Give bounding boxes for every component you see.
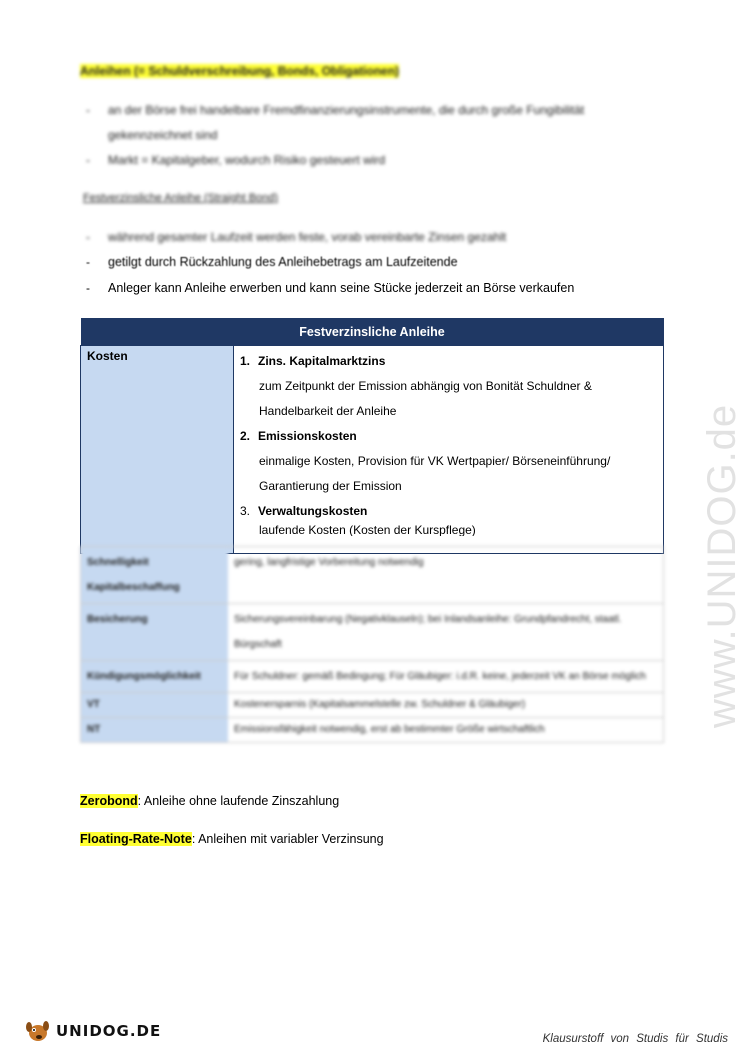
note-zerobond: Zerobond: Anleihe ohne laufende Zinszahlung [80,794,340,808]
subheading: Festverzinsliche Anleihe (Straight Bond) [83,192,279,204]
row-value: Kostenersparnis (Kapitalsammelstelle zw. Schuldner & Gläubiger) [234,699,526,710]
kosten-label: Kosten [81,346,234,554]
row-value: Sicherungsvereinbarung (Negativklauseln); bei Inlandsanleihe: Grundpfandrecht, staatl. Bürgschaft [234,614,622,650]
table-header: Festverzinsliche Anleihe [81,318,664,346]
dog-icon [24,1018,52,1044]
footer-tagline: Klausurstoff von Studis für Studis [542,1033,728,1045]
row-label: Besicherung [81,604,228,660]
table-blurred-rows [80,546,664,743]
watermark: www.UNIDOG.de [700,403,744,728]
kosten-list: 1. Zins. Kapitalmarktzins zum Zeitpunkt der Emission abhängig von Bonität Schuldner & Handelbarkeit der Anleihe 2. Emissionskosten einmalige Kosten, Provision für VK Wertpapier/ Börseneinführung/ Garantierung der Emission 3. Verwaltungskosten laufende Kosten (Kosten der Kurspflege) [234,346,664,554]
logo-text: UNIDOG.DE [56,1022,162,1040]
unidog-logo [24,1018,161,1044]
section-heading: Anleihen (= Schuldverschreibung, Bonds, Obligationen) [80,64,400,78]
row-label: VT [81,693,228,717]
note-floating-rate: Floating-Rate-Note: Anleihen mit variabler Verzinsung [80,832,384,846]
row-value: Für Schuldner: gemäß Bedingung; Für Gläubiger: i.d.R. keine, jederzeit VK an Börse möglich [234,671,646,682]
row-label: Kündigungsmöglichkeit [81,661,228,692]
row-label: NT [81,718,228,742]
row-value: Emissionsfähigkeit notwendig, erst ab bestimmter Größe wirtschaftlich [234,724,545,735]
bond-table [80,318,664,554]
row-label: Schnelligkeit Kapitalbeschaffung [81,547,228,603]
row-value: gering, langfristige Vorbereitung notwendig [234,557,424,568]
